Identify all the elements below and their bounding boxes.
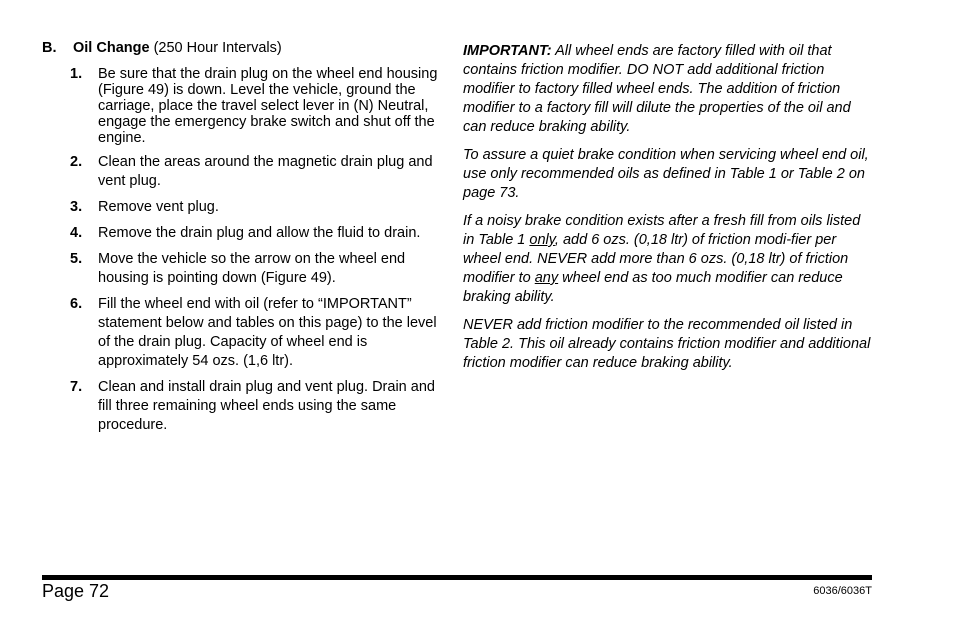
section-title: Oil Change: [73, 40, 150, 56]
step-number: 2.: [70, 154, 83, 170]
any-emphasis: any: [534, 270, 559, 286]
step-number: 4.: [70, 225, 83, 241]
procedure-column: [42, 40, 450, 442]
step-5: [42, 250, 450, 288]
step-number: 1.: [70, 66, 83, 82]
step-text: Be sure that the drain plug on the wheel end housing (Figure 49) is down. Level the vehicle, ground the carriage, place the travel select lever in (N) Neutral, engage the emergency brake switch and shut off the engine.: [98, 66, 438, 146]
section-heading: [42, 40, 450, 57]
step-number: 7.: [70, 379, 83, 395]
noisy-text-2: , add 6 ozs. (0,18 ltr) of friction modi-fier per wheel end. NEVER add more than 6 ozs. (0,18 ltr) of friction modifier to: [463, 232, 849, 286]
important-label: IMPORTANT:: [463, 43, 552, 59]
step-3: [42, 198, 450, 217]
step-number: 6.: [70, 296, 83, 312]
noisy-text-1: If a noisy brake condition exists after a fresh fill from oils listed in Table 1: [463, 213, 861, 248]
noisy-brake-note: [463, 212, 875, 307]
page-number: Page 72: [42, 581, 110, 601]
footer-rule: [42, 575, 872, 580]
procedure-steps: [42, 66, 450, 435]
step-text: Move the vehicle so the arrow on the wheel end housing is pointing down (Figure 49).: [98, 251, 406, 286]
step-1: [42, 66, 450, 146]
step-6: [42, 295, 450, 371]
section-letter: B.: [42, 40, 57, 56]
step-text: Remove vent plug.: [98, 199, 219, 215]
step-text: Clean the areas around the magnetic drain plug and vent plug.: [98, 154, 433, 189]
step-4: [42, 224, 450, 243]
only-emphasis: only: [529, 232, 555, 248]
important-text: All wheel ends are factory filled with oil that contains friction modifier. DO NOT add additional friction modifier to factory filled wheel ends. The addition of friction modifier to a factory fill will dilute the properties of the oil and can reduce braking ability.: [463, 43, 851, 135]
never-add-note: NEVER add friction modifier to the recommended oil listed in Table 2. This oil already contains friction modifier and additional friction modifier can reduce braking ability.: [463, 317, 871, 371]
step-number: 3.: [70, 199, 83, 215]
step-7: [42, 378, 450, 435]
step-number: 5.: [70, 251, 83, 267]
quiet-brake-note: To assure a quiet brake condition when servicing wheel end oil, use only recommended oils as defined in Table 1 or Table 2 on page 73.: [463, 147, 869, 201]
section-subtitle: (250 Hour Intervals): [149, 40, 282, 56]
step-text: Remove the drain plug and allow the fluid to drain.: [98, 225, 421, 241]
step-text: Clean and install drain plug and vent plug. Drain and fill three remaining wheel ends using the same procedure.: [98, 379, 435, 433]
important-note: [463, 42, 875, 137]
noisy-text-3: wheel end as too much modifier can reduce braking ability.: [463, 270, 843, 305]
step-2: [42, 153, 450, 191]
model-code: 6036/6036T: [813, 585, 872, 597]
notes-column: [463, 42, 875, 382]
step-text: Fill the wheel end with oil (refer to “IMPORTANT” statement below and tables on this page) to the level of the drain plug. Capacity of wheel end is approximately 54 ozs. (1,6 ltr).: [98, 296, 437, 369]
